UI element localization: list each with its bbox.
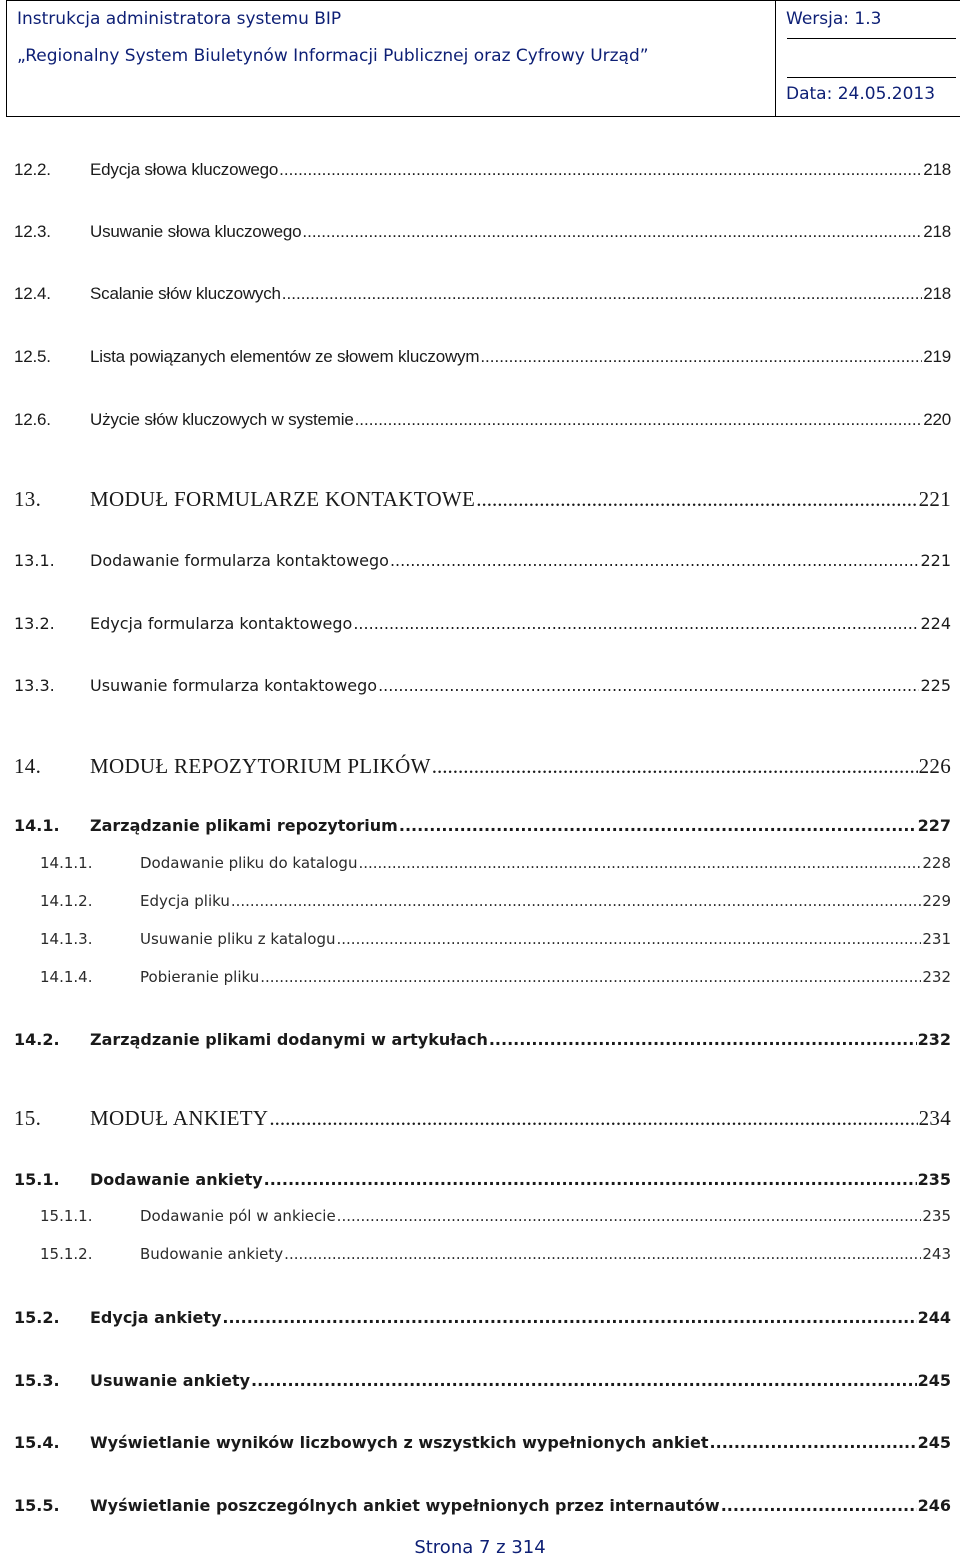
toc-entry-page: 225 — [920, 676, 951, 695]
toc-entry-number: 12.2. — [14, 160, 51, 179]
toc-entry-page: 221 — [920, 551, 951, 570]
toc-entry-number: 13.3. — [14, 676, 55, 695]
toc-entry[interactable] — [0, 930, 960, 956]
toc-entry-number: 12.5. — [14, 347, 51, 366]
toc-entry[interactable] — [0, 487, 960, 513]
toc-entry-page: 243 — [922, 1245, 951, 1263]
toc-entry-title: MODUŁ REPOZYTORIUM PLIKÓW — [90, 754, 431, 778]
toc-entry-page: 245 — [917, 1433, 951, 1452]
toc-entry-page: 224 — [920, 614, 951, 633]
toc-entry-number: 12.3. — [14, 222, 51, 241]
header-title-line1: Instrukcja administratora systemu BIP — [17, 9, 342, 29]
toc-entry-number: 12.6. — [14, 410, 51, 429]
toc-entry[interactable] — [0, 1496, 960, 1522]
toc-entry-number: 13.2. — [14, 614, 55, 633]
toc-entry-page: 234 — [918, 1106, 951, 1130]
toc-entry-page: 232 — [922, 968, 951, 986]
toc-entry-title: Dodawanie pól w ankiecie — [140, 1207, 336, 1225]
header-divider — [787, 77, 956, 78]
toc-entry-title: Edycja słowa kluczowego — [90, 160, 279, 179]
toc-entry-title: Dodawanie ankiety — [90, 1170, 263, 1189]
toc-entry-page: 232 — [917, 1030, 951, 1049]
toc-entry-page: 246 — [917, 1496, 951, 1515]
toc-entry-page: 228 — [922, 854, 951, 872]
toc-entry-number: 12.4. — [14, 284, 51, 303]
toc-entry-page: 229 — [922, 892, 951, 910]
toc-leader-dots — [353, 614, 919, 633]
toc-entry-page: 227 — [917, 816, 951, 835]
toc-entry-number: 14.2. — [14, 1030, 60, 1049]
toc-entry-number: 15.5. — [14, 1496, 60, 1515]
toc-leader-dots — [432, 754, 918, 779]
toc-entry-number: 13. — [14, 487, 42, 511]
toc-entry-title: Dodawanie pliku do katalogu — [140, 854, 358, 872]
toc-leader-dots — [231, 892, 922, 910]
toc-entry[interactable] — [0, 410, 960, 436]
toc-entry[interactable] — [0, 1170, 960, 1196]
toc-entry-page: 218 — [923, 160, 951, 179]
toc-leader-dots — [721, 1496, 917, 1515]
toc-entry-title: Budowanie ankiety — [140, 1245, 284, 1263]
toc-leader-dots — [358, 854, 921, 872]
toc-entry-number: 15.3. — [14, 1371, 60, 1390]
toc-leader-dots — [260, 968, 921, 986]
header-divider — [787, 38, 956, 39]
toc-entry-title: Scalanie słów kluczowych — [90, 284, 281, 303]
toc-entry-page: 221 — [918, 487, 951, 511]
toc-entry[interactable] — [0, 1245, 960, 1271]
toc-entry[interactable] — [0, 676, 960, 702]
toc-entry[interactable] — [0, 1371, 960, 1397]
toc-leader-dots — [337, 930, 922, 948]
toc-entry[interactable] — [0, 1308, 960, 1334]
toc-entry[interactable] — [0, 1207, 960, 1233]
toc-entry-number: 15.1.2. — [40, 1245, 93, 1263]
toc-entry-title: Edycja formularza kontaktowego — [90, 614, 353, 633]
toc-entry[interactable] — [0, 1030, 960, 1056]
toc-entry-number: 14.1. — [14, 816, 60, 835]
toc-entry-title: Usuwanie formularza kontaktowego — [90, 676, 378, 695]
toc-entry-title: Wyświetlanie wyników liczbowych z wszystkich wypełnionych ankiet — [90, 1433, 709, 1452]
toc-leader-dots — [251, 1371, 917, 1390]
toc-leader-dots — [390, 551, 920, 570]
toc-entry[interactable] — [0, 754, 960, 780]
toc-entry[interactable] — [0, 1106, 960, 1132]
toc-entry-title: MODUŁ FORMULARZE KONTAKTOWE — [90, 487, 476, 511]
toc-entry-title: Wyświetlanie poszczególnych ankiet wypełnionych przez internautów — [90, 1496, 720, 1515]
toc-entry-page: 219 — [923, 347, 951, 366]
toc-leader-dots — [480, 347, 922, 367]
toc-leader-dots — [710, 1433, 917, 1452]
toc-leader-dots — [284, 1245, 921, 1263]
toc-entry-page: 244 — [917, 1308, 951, 1327]
toc-entry-title: Pobieranie pliku — [140, 968, 260, 986]
toc-entry-page: 220 — [923, 410, 951, 429]
toc-entry-title: Użycie słów kluczowych w systemie — [90, 410, 354, 429]
toc-entry-number: 14.1.2. — [40, 892, 93, 910]
toc-leader-dots — [476, 487, 917, 512]
toc-leader-dots — [282, 284, 922, 304]
toc-leader-dots — [279, 160, 922, 180]
toc-leader-dots — [264, 1170, 917, 1189]
toc-entry-page: 245 — [917, 1371, 951, 1390]
toc-leader-dots — [355, 410, 923, 430]
toc-entry-number: 14. — [14, 754, 42, 778]
toc-entry-title: Usuwanie ankiety — [90, 1371, 251, 1390]
toc-entry-title: Dodawanie formularza kontaktowego — [90, 551, 389, 570]
toc-entry[interactable] — [0, 551, 960, 577]
toc-entry[interactable] — [0, 1433, 960, 1459]
toc-entry[interactable] — [0, 614, 960, 640]
toc-entry[interactable] — [0, 160, 960, 186]
toc-entry-page: 226 — [918, 754, 951, 778]
toc-entry-page: 218 — [923, 222, 951, 241]
toc-leader-dots — [222, 1308, 916, 1327]
header-date: Data: 24.05.2013 — [786, 84, 936, 104]
toc-entry-number: 14.1.1. — [40, 854, 93, 872]
toc-entry-number: 15.2. — [14, 1308, 60, 1327]
toc-entry-title: MODUŁ ANKIETY — [90, 1106, 269, 1130]
toc-entry-title: Edycja ankiety — [90, 1308, 222, 1327]
toc-entry-title: Zarządzanie plikami dodanymi w artykułach — [90, 1030, 488, 1049]
toc-leader-dots — [399, 816, 917, 835]
toc-entry[interactable] — [0, 222, 960, 248]
document-header — [6, 0, 960, 117]
toc-leader-dots — [302, 222, 922, 242]
toc-leader-dots — [489, 1030, 917, 1049]
toc-entry-number: 14.1.3. — [40, 930, 93, 948]
toc-entry[interactable] — [0, 816, 960, 842]
toc-entry-page: 218 — [923, 284, 951, 303]
toc-entry-title: Zarządzanie plikami repozytorium — [90, 816, 398, 835]
toc-entry-number: 15.1.1. — [40, 1207, 93, 1225]
header-title-cell — [7, 1, 776, 117]
toc-entry-number: 15.1. — [14, 1170, 60, 1189]
toc-entry[interactable] — [0, 854, 960, 880]
toc-entry-page: 235 — [922, 1207, 951, 1225]
toc-entry-number: 13.1. — [14, 551, 55, 570]
toc-entry[interactable] — [0, 968, 960, 994]
toc-entry[interactable] — [0, 892, 960, 918]
toc-entry[interactable] — [0, 347, 960, 373]
page-number: Strona 7 z 314 — [414, 1537, 546, 1558]
toc-leader-dots — [337, 1207, 922, 1225]
header-meta-cell — [776, 1, 960, 117]
toc-entry-title: Edycja pliku — [140, 892, 230, 910]
toc-entry-page: 235 — [917, 1170, 951, 1189]
toc-entry-page: 231 — [922, 930, 951, 948]
toc-entry-number: 14.1.4. — [40, 968, 93, 986]
toc-entry[interactable] — [0, 284, 960, 310]
toc-entry-title: Usuwanie słowa kluczowego — [90, 222, 302, 241]
toc-entry-number: 15.4. — [14, 1433, 60, 1452]
header-title-line2: „Regionalny System Biuletynów Informacji Publicznej oraz Cyfrowy Urząd” — [17, 46, 649, 66]
toc-leader-dots — [269, 1106, 917, 1131]
toc-leader-dots — [378, 676, 919, 695]
header-version: Wersja: 1.3 — [786, 9, 882, 29]
toc-entry-title: Usuwanie pliku z katalogu — [140, 930, 336, 948]
toc-entry-number: 15. — [14, 1106, 42, 1130]
toc-entry-title: Lista powiązanych elementów ze słowem kluczowym — [90, 347, 480, 366]
